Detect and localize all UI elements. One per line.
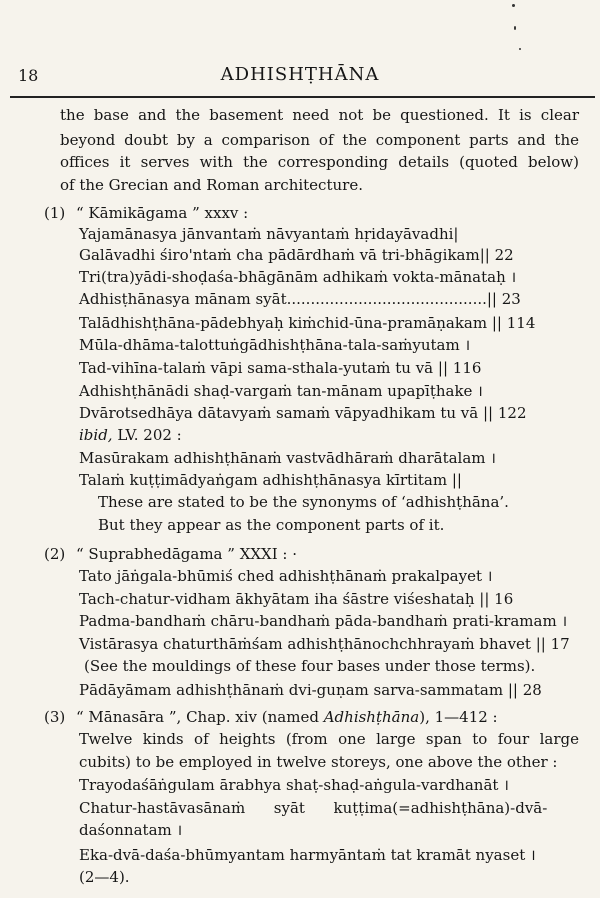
verse-line: Adhisṭhānasya mānam syāt..........................................|| 23 xyxy=(79,290,521,308)
verse-line: Talādhishṭhāna-pādebhyaḥ kiṁchid-ūna-pramāṇakam || 114 xyxy=(79,314,536,332)
note-line: But they appear as the component parts of it. xyxy=(98,516,445,534)
verse-line: Pādāyāmam adhishṭhānaṁ dvi-guṇam sarva-sammatam || 28 xyxy=(79,681,542,699)
intro-line: of the Grecian and Roman architecture. xyxy=(60,176,363,194)
verse-line: daśonnatam । xyxy=(79,821,183,839)
verse-line: (2—4). xyxy=(79,868,130,886)
verse-line: Dvārotsedhāya dātavyaṁ samaṁ vāpyadhikam tu vā || 122 xyxy=(79,404,527,422)
heading-part: ), 1—412 : xyxy=(419,708,498,726)
intro-line: the base and the basement need not be questioned. It is clear xyxy=(60,106,579,124)
section-heading: “ Kāmikāgama ” xxxv : xyxy=(76,204,249,222)
verse-line: Adhishṭhānādi shaḍ-vargaṁ tan-mānam upapīṭhake । xyxy=(79,382,483,400)
scan-speck xyxy=(514,26,516,30)
verse-line: Padma-bandhaṁ chāru-bandhaṁ pāda-bandhaṁ prati-kramam । xyxy=(79,612,568,630)
note-line: These are stated to be the synonyms of ‘adhishṭhāna’. xyxy=(98,493,509,511)
scan-speck xyxy=(519,48,521,50)
section-heading xyxy=(76,707,498,727)
ibid-reference xyxy=(79,425,182,445)
verse-line: Yajamānasya jānvantaṁ nāvyantaṁ hṛidayāvadhi| xyxy=(79,225,459,243)
intro-line: offices it serves with the corresponding details (quoted below) xyxy=(60,153,579,171)
page-number: 18 xyxy=(18,66,39,85)
ibid-italic: ibid, xyxy=(79,426,113,444)
verse-line: (See the mouldings of these four bases under those terms). xyxy=(84,657,536,675)
section-number: (1) xyxy=(44,204,66,222)
heading-italic: Adhishṭhāna xyxy=(323,708,420,726)
verse-line: Chatur-hastāvasānaṁ syāt kuṭṭima(=adhishṭhāna)-dvā- xyxy=(79,799,548,817)
verse-line: Trayodaśāṅgulam ārabhya shaṭ-shaḍ-aṅgula-vardhanāt । xyxy=(79,776,509,794)
verse-line: Tato jāṅgala-bhūmiś ched adhishṭhānaṁ prakalpayet । xyxy=(79,567,493,585)
heading-part: “ Mānasāra ”, Chap. xiv (named xyxy=(76,708,324,726)
intro-line: beyond doubt by a comparison of the component parts and the xyxy=(60,131,579,149)
verse-line: Galāvadhi śiro'ntaṁ cha pādārdhaṁ vā tri-bhāgikam|| 22 xyxy=(79,246,514,264)
verse-line: Tach-chatur-vidham ākhyātam iha śāstre viśeshataḥ || 16 xyxy=(79,590,514,608)
verse-line: Talaṁ kuṭṭimādyaṅgam adhishṭhānasya kīrtitam || xyxy=(79,471,462,489)
header-rule xyxy=(10,96,595,98)
verse-line: Eka-dvā-daśa-bhūmyantam harmyāntaṁ tat kramāt nyaset । xyxy=(79,846,536,864)
verse-line: Tri(tra)yādi-shoḍaśa-bhāgānām adhikaṁ vokta-mānataḥ । xyxy=(79,268,517,286)
verse-line: Vistārasya chaturthāṁśam adhishṭhānochchhrayaṁ bhavet || 17 xyxy=(79,635,570,653)
section-number: (3) xyxy=(44,708,66,726)
verse-line: Masūrakam adhishṭhānaṁ vastvādhāraṁ dharātalam । xyxy=(79,449,496,467)
section-number: (2) xyxy=(44,545,66,563)
description-line: cubits) to be employed in twelve storeys, one above the other : xyxy=(79,753,558,771)
verse-line: Mūla-dhāma-talottuṅgādhishṭhāna-tala-saṁyutam । xyxy=(79,336,471,354)
section-heading: “ Suprabhedāgama ” XXXI : · xyxy=(76,545,298,563)
verse-line: Tad-vihīna-talaṁ vāpi sama-sthala-yutaṁ tu vā || 116 xyxy=(79,359,482,377)
ibid-rest: LV. 202 : xyxy=(112,426,182,444)
scan-speck xyxy=(512,4,515,7)
running-title: ADHISHṬHĀNA xyxy=(220,64,380,85)
description-line: Twelve kinds of heights (from one large span to four large xyxy=(79,730,579,748)
